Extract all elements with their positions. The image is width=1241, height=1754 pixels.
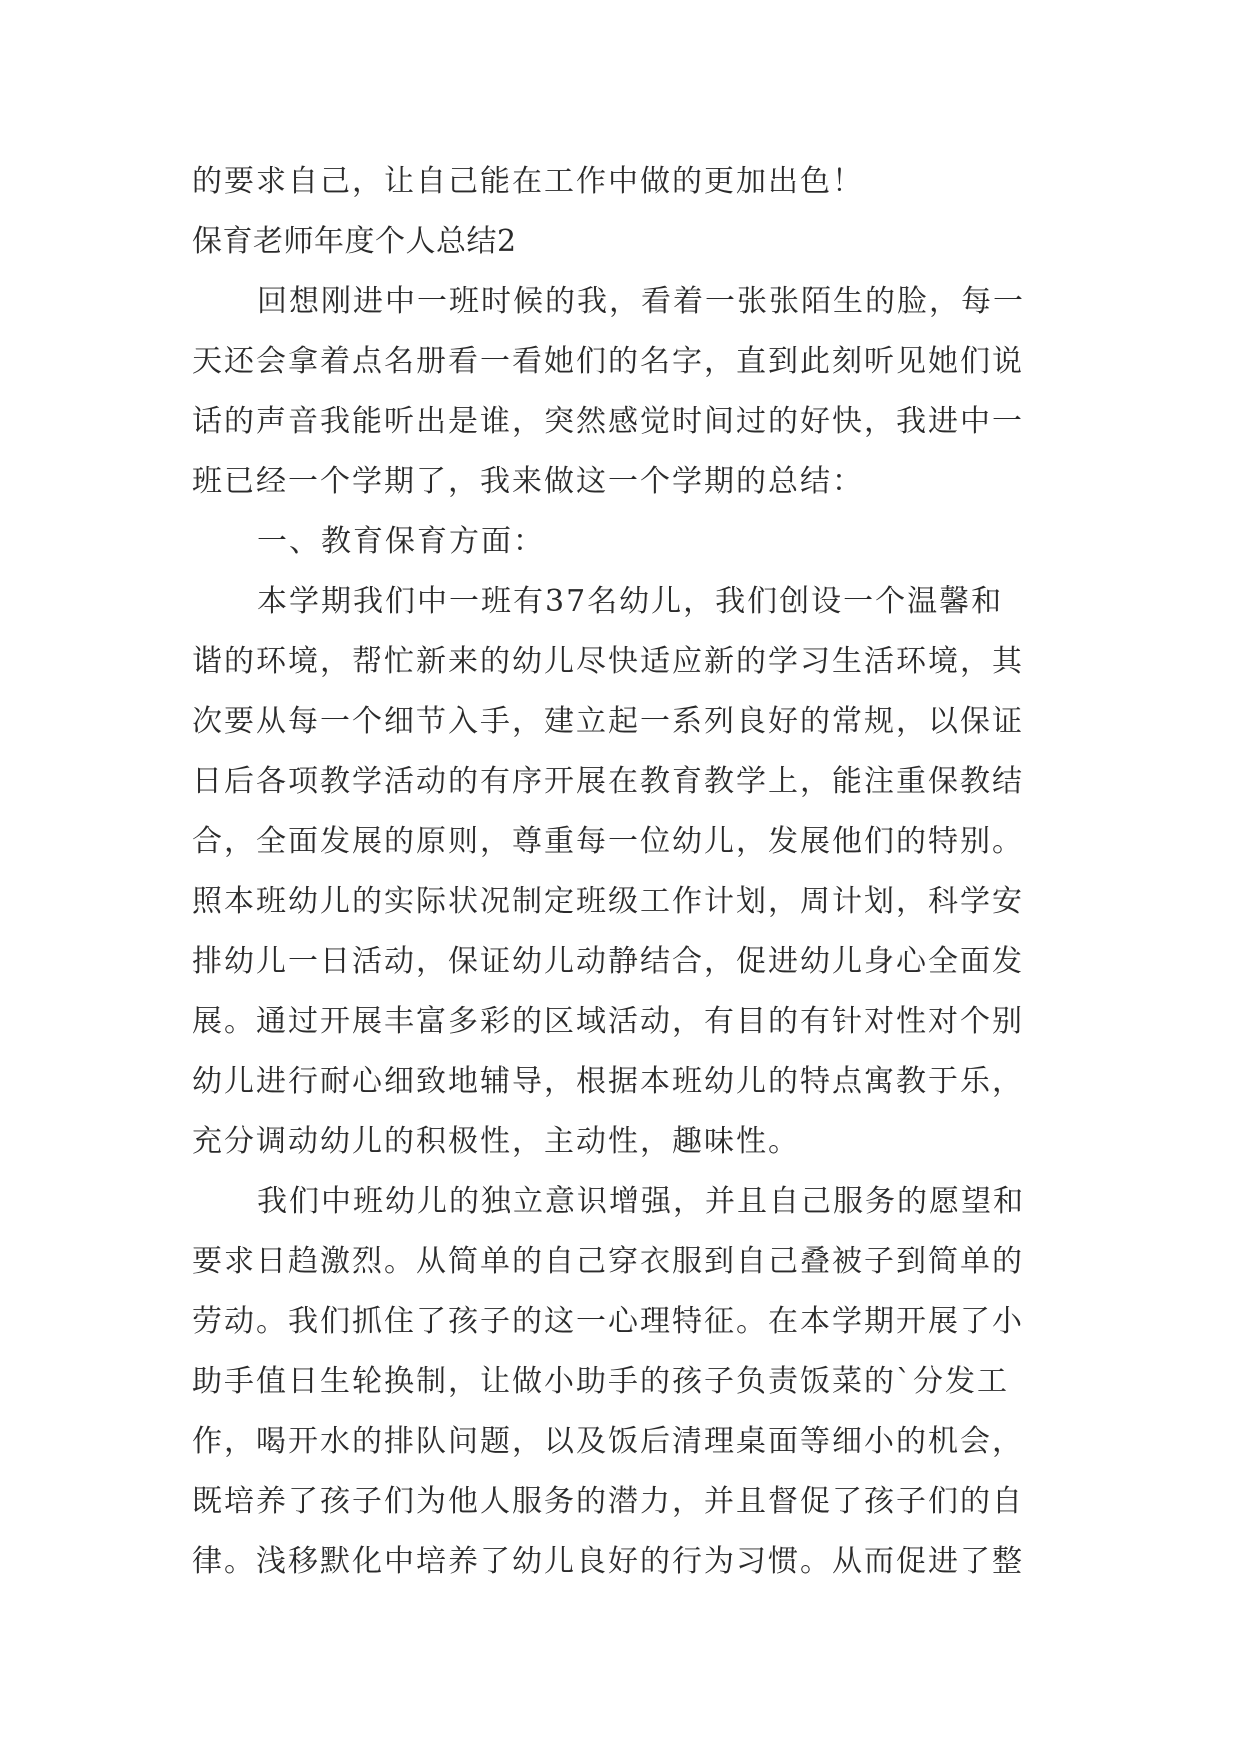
text-line: 话的声音我能听出是谁，突然感觉时间过的好快，我进中一 (192, 404, 1024, 439)
text-line: 既培养了孩子们为他人服务的潜力，并且督促了孩子们的自 (192, 1484, 1024, 1519)
section-title: 保育老师年度个人总结2 (192, 224, 517, 259)
text-line: 助手值日生轮换制，让做小助手的孩子负责饭菜的`分发工 (192, 1364, 1009, 1399)
text-line: 回想刚进中一班时候的我，看着一张张陌生的脸，每一 (257, 284, 1025, 319)
subsection-heading: 一、教育保育方面： (257, 524, 545, 559)
text-line: 照本班幼儿的实际状况制定班级工作计划，周计划，科学安 (192, 884, 1024, 919)
text-line: 次要从每一个细节入手，建立起一系列良好的常规，以保证 (192, 704, 1024, 739)
text-line: 展。通过开展丰富多彩的区域活动，有目的有针对性对个别 (192, 1004, 1024, 1039)
text-line: 排幼儿一日活动，保证幼儿动静结合，促进幼儿身心全面发 (192, 944, 1024, 979)
text-line: 作，喝开水的排队问题，以及饭后清理桌面等细小的机会， (192, 1424, 1024, 1459)
text-line: 日后各项教学活动的有序开展在教育教学上，能注重保教结 (192, 764, 1024, 799)
text-line: 谐的环境，帮忙新来的幼儿尽快适应新的学习生活环境，其 (192, 644, 1024, 679)
text-line: 我们中班幼儿的独立意识增强，并且自己服务的愿望和 (257, 1184, 1025, 1219)
text-line: 班已经一个学期了，我来做这一个学期的总结： (192, 464, 864, 499)
text-line: 本学期我们中一班有37名幼儿，我们创设一个温馨和 (257, 584, 1004, 619)
text-line: 劳动。我们抓住了孩子的这一心理特征。在本学期开展了小 (192, 1304, 1024, 1339)
text-line: 合，全面发展的原则，尊重每一位幼儿，发展他们的特别。 (192, 824, 1024, 859)
text-line: 充分调动幼儿的积极性，主动性，趣味性。 (192, 1124, 800, 1159)
text-line: 天还会拿着点名册看一看她们的名字，直到此刻听见她们说 (192, 344, 1024, 379)
text-line: 律。浅移默化中培养了幼儿良好的行为习惯。从而促进了整 (192, 1544, 1024, 1579)
text-line: 幼儿进行耐心细致地辅导，根据本班幼儿的特点寓教于乐， (192, 1064, 1024, 1099)
text-line: 要求日趋激烈。从简单的自己穿衣服到自己叠被子到简单的 (192, 1244, 1024, 1279)
text-line: 的要求自己，让自己能在工作中做的更加出色！ (192, 164, 864, 199)
